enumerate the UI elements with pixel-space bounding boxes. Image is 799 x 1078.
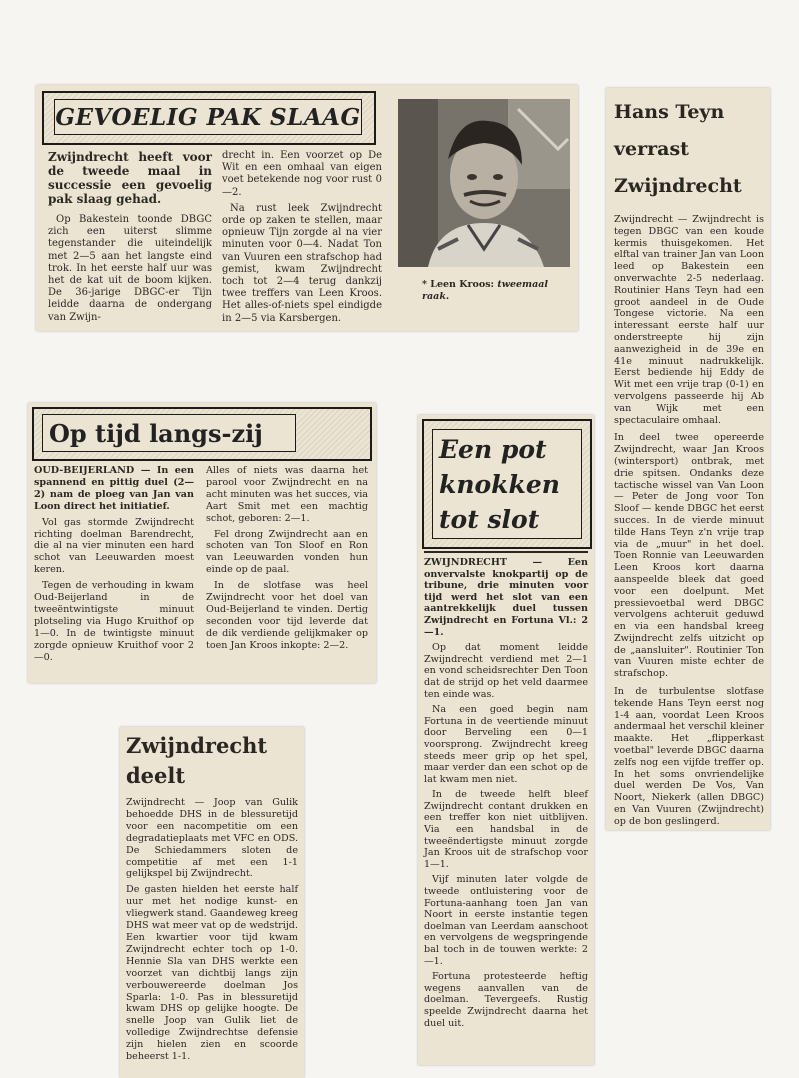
- paragraph: In de turbulentse slotfase tekende Hans Teyn eerst nog 1-4 aan, voordat Leen Kroos andermaal het verschil kleiner maakte. Het „flipperkast voetbal" leverde DBGC daarna zelfs nog een vijfde treffer op. In het soms onvriendelijke duel werden De Vos, Van Noort, Niekerk (allen DBGC) en Van Vuuren (Zwijndrecht) op de bon geslingerd.: [614, 686, 764, 827]
- paragraph: Zwijndrecht — Joop van Gulik behoedde DHS in de blessuretijd voor een nacompetitie om een degradatieplaats met VFC en ODS. De Schiedammers sloten de competitie af met een 1-1 gelijkspel bij Zwijndrecht.: [126, 797, 298, 880]
- player-photo: [398, 99, 570, 267]
- caption-text: tweemaal raak.: [422, 279, 549, 302]
- headline: Op tijd langs-zij: [49, 418, 263, 448]
- article-body: [614, 214, 764, 830]
- article-hans-teyn: [606, 88, 770, 830]
- paragraph: Op dat moment leidde Zwijndrecht verdiend met 2—1 en vond scheidsrechter Den Toon dat de strijd op het veld daarmee ten einde was.: [424, 642, 588, 700]
- paragraph: Op Bakestein toonde DBGC zich een uiterst slimme tegenstander die uiteindelijk met 2—5 aan het langste eind trok. In het eerste half uur was het de kat uit de boom kijken. De 36-jarige DBGC-er Tijn leidde daarna de ondergang van Zwijn-: [48, 214, 212, 323]
- paragraph: Vijf minuten later volgde de tweede ontluistering voor de Fortuna-aanhang toen Jan van Noort in eerste instantie tegen doelman van Leerdam aanschoot en vervolgens de wegspringende bal toch in de touwen werkte: 2—1.: [424, 874, 588, 967]
- paragraph: Alles of niets was daarna het parool voor Zwijndrecht en na acht minuten was het succes, via Aart Smit met een machtig schot, geboren: 2—1.: [206, 465, 368, 524]
- article-gevoelig-pak-slaag: [36, 85, 578, 331]
- article-body: [126, 797, 298, 1067]
- portrait-image: [398, 99, 570, 267]
- paragraph: Tegen de verhouding in kwam Oud-Beijerland in de tweeëntwintigste minuut plotseling via Hugo Kruithof op 1—0. In de twintigste minuut zorgde opnieuw Kruithof voor 2—0.: [34, 580, 194, 663]
- paragraph: Na een goed begin nam Fortuna in de veertiende minuut door Berveling een 0—1 voorsprong. Zwijndrecht kreeg steeds meer grip op het spel, maar verder dan een schot op de lat kwam men niet.: [424, 704, 588, 785]
- headline: Een pot knokken tot slot: [439, 435, 560, 534]
- paragraph: Zwijndrecht — Zwijndrecht is tegen DBGC van een koude kermis thuisgekomen. Het elftal van trainer Jan van Loon leed op Bakestein een onverwachte 2-5 nederlaag. Routinier Hans Teyn had een groot aandeel in de Oude Tongese victorie. Na een interessant eerste half uur onderstreepte hij zijn aanwezigheid in de 39e en 41e minuut nadrukkelijk. Eerst bediende hij Eddy de Wit met een vrije trap (0-1) en vervolgens passeerde hij Ab van Wijk met een spectaculaire omhaal.: [614, 214, 764, 426]
- headline-box: [422, 419, 592, 549]
- paragraph: In deel twee opereerde Zwijndrecht, waar Jan Kroos (wintersport) ontbrak, met drie spitsen. Ondanks deze tactische wissel van Van Loon — Peter de Jong voor Ton Sloof — kende DBGC het eerst succes. In de vierde minuut tilde Hans Teyn z'n vrije trap via de „muur" in het doel. Toen Ronnie van Leeuwarden Leen Kroos kort daarna aanspeelde bleek dat goed voor een doelpunt. Met pressievoetbal werd DBGC vervolgens achteruit geduwd en via een handsbal kreeg Zwijndrecht zelfs uitzicht op de „aansluiter". Routinier Ton van Vuuren miste echter de strafschop.: [614, 432, 764, 680]
- paragraph: drecht in. Een voorzet op De Wit en een omhaal van eigen voet betekende nog voor rust 0—2.: [222, 150, 382, 198]
- paragraph: Vol gas stormde Zwijndrecht richting doelman Barendrecht, die al na vier minuten een hard schot van Leeuwarden moest keren.: [34, 516, 194, 576]
- article-body: [424, 557, 588, 1033]
- paragraph: Na rust leek Zwijndrecht orde op zaken te stellen, maar opnieuw Tijn zorgde al na vier minuten voor 0—4. Nadat Ton van Vuuren een strafschop had gemist, kwam Zwijndrecht toch tot 2—4 terug dankzij twee treffers van Leen Kroos. Het alles-of-niets spel eindigde in 2—5 via Karsbergen.: [222, 202, 382, 324]
- paragraph: Fortuna protesteerde heftig wegens aanvallen van de doelman. Tevergeefs. Rustig speelde Zwijndrecht daarna het duel uit.: [424, 971, 588, 1029]
- article-col-2: [206, 465, 368, 656]
- paragraph: In de tweede helft bleef Zwijndrecht contant drukken en een treffer kon niet uitblijven. Via een handsbal in de tweeëndertigste minuut zorgde Jan Kroos uit de strafschop voor 1—1.: [424, 789, 588, 870]
- photo-caption: [422, 279, 572, 303]
- divider: [424, 551, 588, 553]
- headline-box: [32, 407, 372, 461]
- paragraph: De gasten hielden het eerste half uur met het nodige kunst- en vliegwerk stand. Gaandeweg kreeg DHS wat meer vat op de wedstrijd. Een kwartier voor tijd kwam Zwijndrecht echter toch op 1-0. Hennie Sla van DHS werkte een voorzet van dichtbij langs zijn verbouwereerde doelman Jos Sparla: 1-0. Pas in blessuretijd kwam DHS op gelijke hoogte. De snelle Joop van Gulik liet de volledige Zwijndrechtse defensie zijn hielen zien en scoorde beheerst 1-1.: [126, 884, 298, 1063]
- lead-paragraph: OUD-BEIJERLAND — In een spannend en pittig duel (2—2) nam de ploeg van Jan van Loon direct het initiatief.: [34, 465, 194, 512]
- headline: GEVOELIG PAK SLAAG: [55, 103, 361, 131]
- article-col-1: [48, 150, 212, 328]
- caption-name: * Leen Kroos:: [422, 279, 495, 290]
- lead-paragraph: ZWIJNDRECHT — Een onvervalste knokpartij op de tribune, drie minuten voor tijd werd het slot van een aantrekkelijk duel tussen Zwijndrecht en Fortuna Vl.: 2—1.: [424, 557, 588, 638]
- headline: Zwijndrecht deelt: [126, 733, 268, 788]
- article-op-tijd-langs-zij: [28, 403, 376, 683]
- paragraph: In de slotfase was heel Zwijndrecht voor het doel van Oud-Beijerland te vinden. Dertig seconden voor tijd leverde dat de dik verdiende gelijkmaker op toen Jan Kroos inkopte: 2—2.: [206, 580, 368, 651]
- headline-box: [42, 91, 376, 145]
- article-zwijndrecht-deelt: [120, 727, 304, 1078]
- article-col-1: [34, 465, 194, 668]
- article-een-pot-knokken: [418, 415, 594, 1065]
- lead-paragraph: Zwijndrecht heeft voor de tweede maal in successie een gevoelig pak slaag gehad.: [48, 150, 212, 206]
- article-col-2: [222, 150, 382, 329]
- headline: Hans Teyn verrast Zwijndrecht: [614, 101, 742, 197]
- paragraph: Fel drong Zwijndrecht aan en schoten van Ton Sloof en Ron van Leeuwarden vonden hun einde op de paal.: [206, 528, 368, 576]
